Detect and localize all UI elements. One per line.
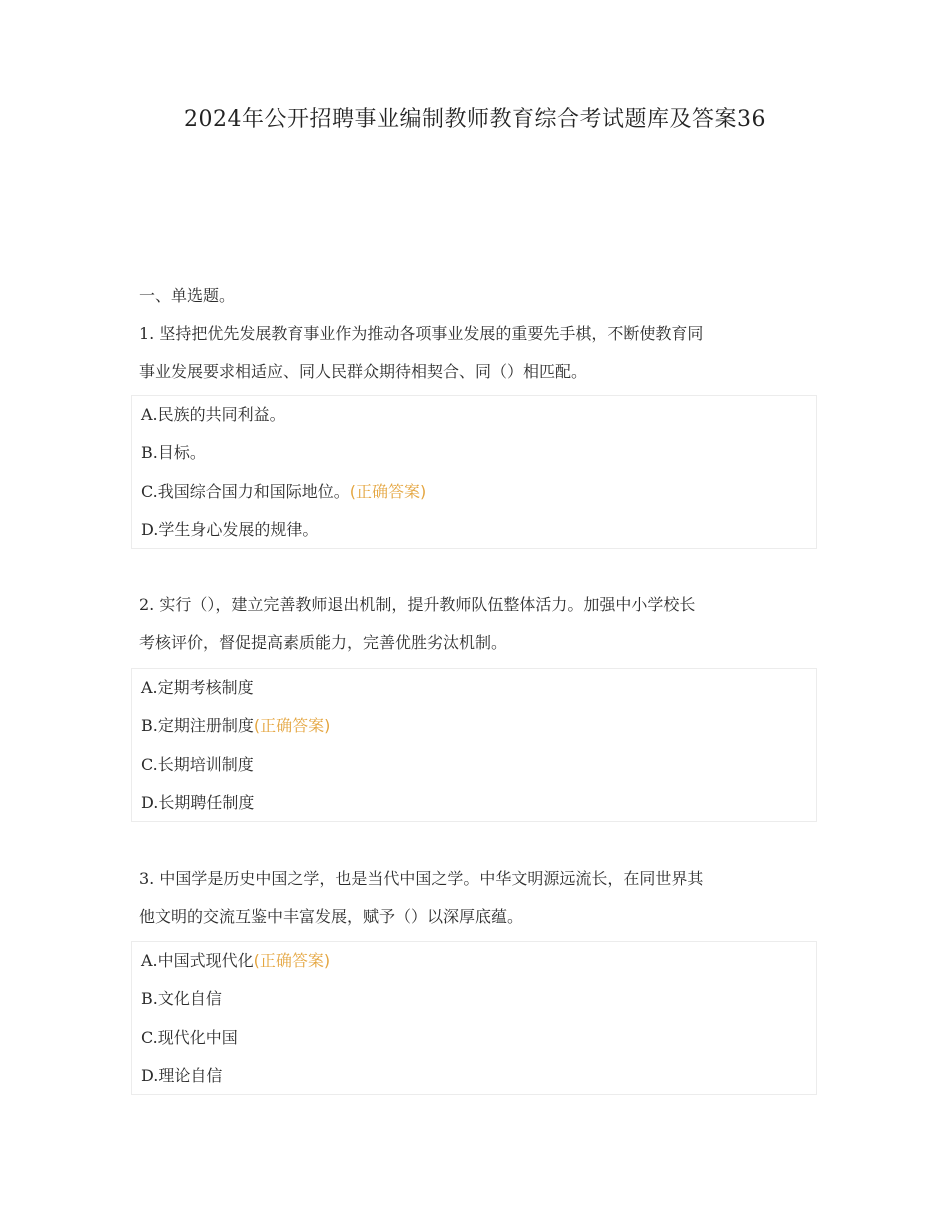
page-title: 2024年公开招聘事业编制教师教育综合考试题库及答案36 (184, 107, 766, 132)
option-d[interactable] (141, 784, 254, 822)
option-text: C.长期培训制度 (141, 755, 254, 774)
option-text: A.中国式现代化 (141, 951, 254, 970)
option-d[interactable] (141, 511, 318, 549)
correct-answer-marker: (正确答案) (253, 951, 331, 970)
option-text: B.目标。 (141, 443, 206, 462)
option-c[interactable] (141, 1019, 238, 1057)
question-stem (139, 860, 809, 936)
option-text: C.现代化中国 (141, 1028, 238, 1047)
question-stem-line: 事业发展要求相适应、同人民群众期待相契合、同（）相匹配。 (139, 362, 588, 381)
question-2 (139, 586, 809, 662)
options-box-2 (131, 668, 817, 822)
option-b[interactable] (141, 707, 330, 745)
options-box-3 (131, 941, 817, 1095)
option-b[interactable] (141, 980, 222, 1018)
option-text: A.定期考核制度 (141, 678, 254, 697)
question-stem-line: 3. 中国学是历史中国之学，也是当代中国之学。中华文明源远流长，在同世界其 (139, 869, 704, 888)
option-text: C.我国综合国力和国际地位。 (141, 482, 350, 501)
section-heading: 一、单选题。 (139, 286, 236, 305)
question-stem-line: 1. 坚持把优先发展教育事业作为推动各项事业发展的重要先手棋，不断使教育同 (139, 324, 704, 343)
question-stem-line: 考核评价，督促提高素质能力，完善优胜劣汰机制。 (139, 633, 508, 652)
option-c[interactable] (141, 746, 254, 784)
option-c[interactable] (141, 473, 426, 511)
question-stem (139, 315, 809, 391)
option-b[interactable] (141, 434, 206, 472)
option-a[interactable] (141, 396, 286, 434)
correct-answer-marker: (正确答案) (349, 482, 427, 501)
option-text: B.定期注册制度 (141, 716, 254, 735)
option-text: D.长期聘任制度 (141, 793, 255, 812)
option-text: A.民族的共同利益。 (141, 405, 286, 424)
option-text: D.学生身心发展的规律。 (141, 520, 319, 539)
question-stem-line: 2. 实行（），建立完善教师退出机制，提升教师队伍整体活力。加强中小学校长 (139, 595, 696, 614)
question-stem-line: 他文明的交流互鉴中丰富发展，赋予（）以深厚底蕴。 (139, 907, 524, 926)
option-d[interactable] (141, 1057, 222, 1095)
option-a[interactable] (141, 942, 330, 980)
question-stem (139, 586, 809, 662)
question-1 (139, 315, 809, 391)
options-box-1 (131, 395, 817, 549)
question-3 (139, 860, 809, 936)
option-text: D.理论自信 (141, 1066, 223, 1085)
option-text: B.文化自信 (141, 989, 222, 1008)
correct-answer-marker: (正确答案) (253, 716, 331, 735)
option-a[interactable] (141, 669, 254, 707)
